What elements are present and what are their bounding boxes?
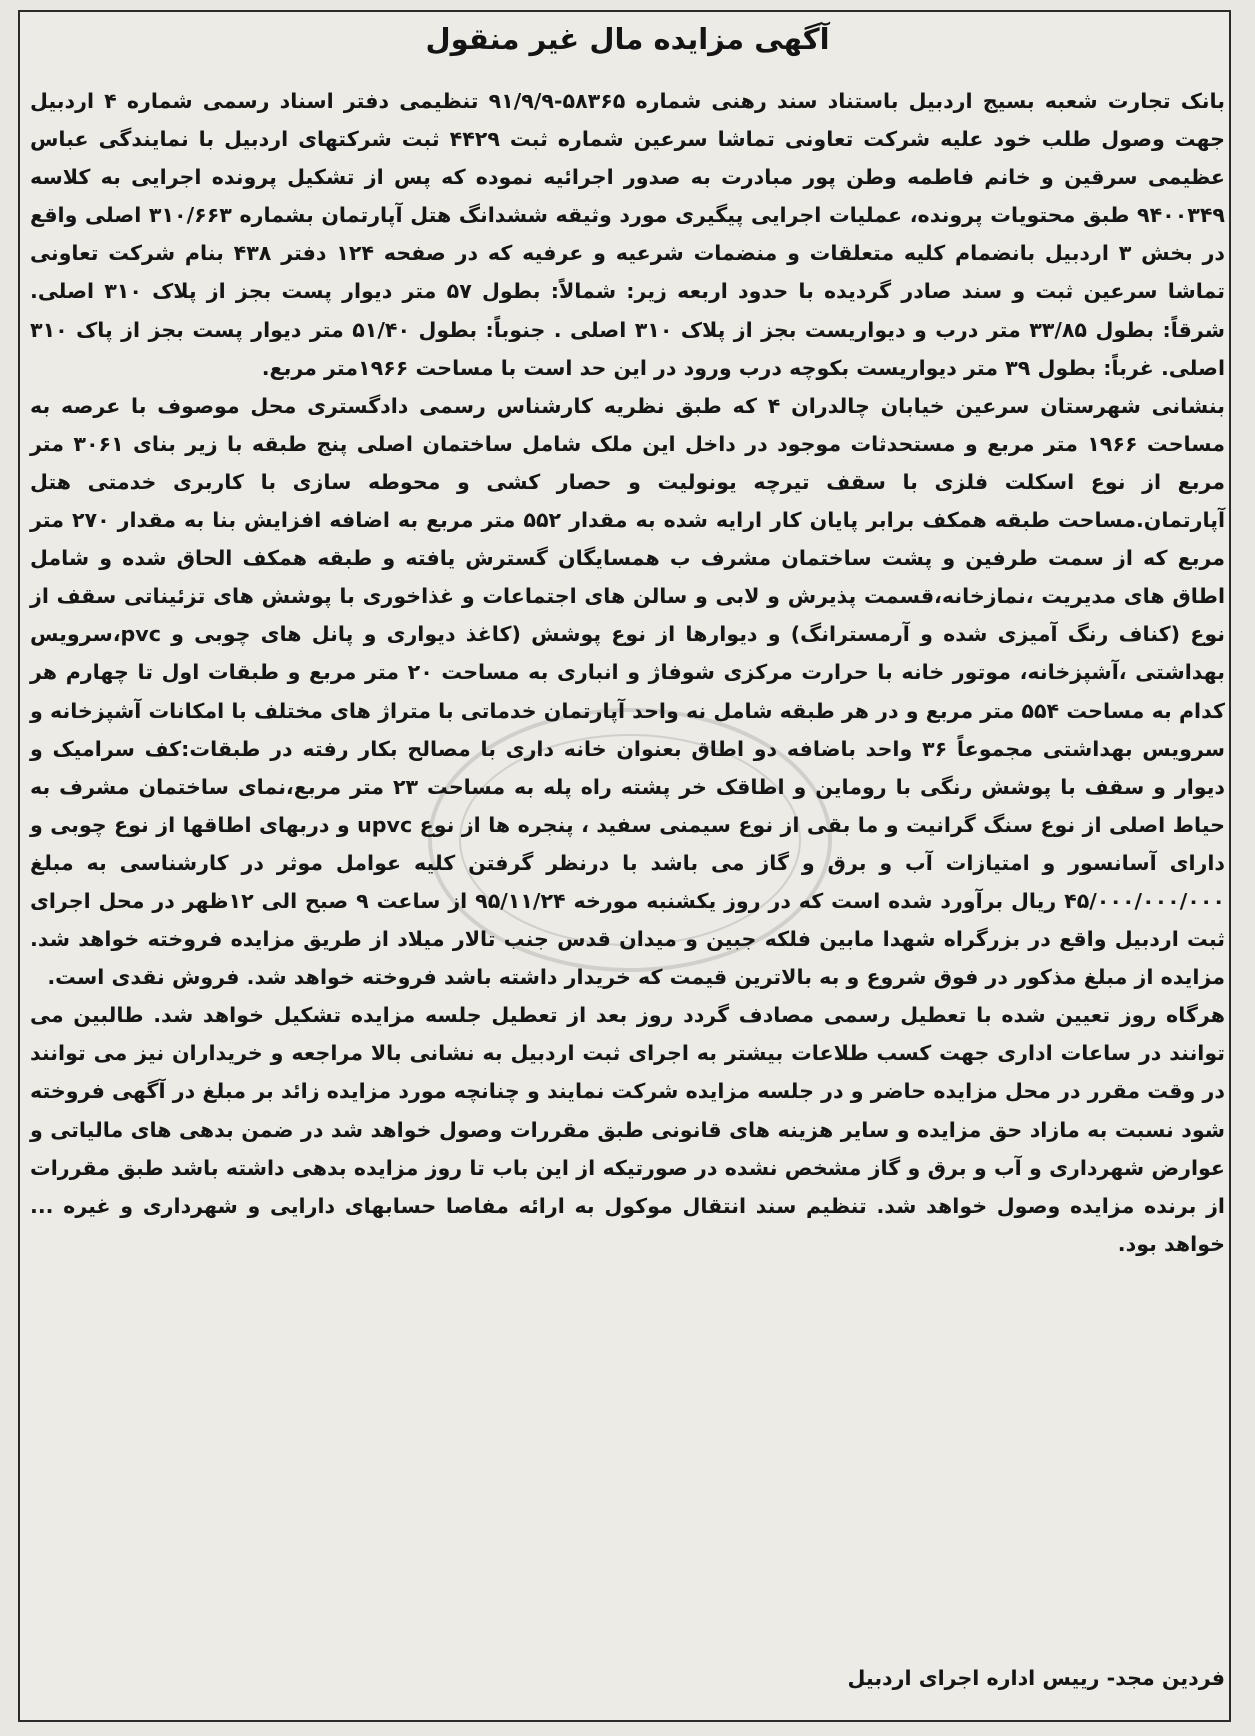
notice-title: آگهی مزایده مال غیر منقول	[425, 22, 830, 56]
notice-body	[30, 82, 1225, 1263]
notice-paragraph: بانک تجارت شعبه بسیج اردبیل باستناد سند رهنی شماره ۵۸۳۶۵-۹۱/۹/۹ تنظیمی دفتر اسناد رسمی شماره ۴ اردبیل جهت وصول طلب خود علیه شرکت تعاونی تماشا سرعین شماره ثبت ۴۴۲۹ ثبت شرکتهای اردبیل با نمایندگی عباس عظیمی سرقین و خانم فاطمه وطن پور مبادرت به صدور اجرائیه نموده که پس از تشکیل پرونده اجرایی به کلاسه ۹۴۰۰۳۴۹ طبق محتویات پرونده، عملیات اجرایی پیگیری مورد وثیقه ششدانگ هتل آپارتمان بشماره ۳۱۰/۶۶۳ اصلی واقع در بخش ۳ اردبیل بانضمام کلیه متعلقات و منضمات شرعیه و عرفیه که در صفحه ۱۲۴ دفتر ۴۳۸ بنام شرکت تعاونی تماشا سرعین ثبت و سند صادر گردیده با حدود اربعه زیر: شمالاً: بطول ۵۷ متر دیوار پست بجز از پلاک ۳۱۰ اصلی. شرقاً: بطول ۳۳/۸۵ متر درب و دیواریست بجز از پلاک ۳۱۰ اصلی . جنوباً: بطول ۵۱/۴۰ متر دیوار پست بجز از پاک ۳۱۰ اصلی. غرباً: بطول ۳۹ متر دیواریست بکوچه درب ورود در این حد است با مساحت ۱۹۶۶متر مربع.	[30, 89, 1226, 380]
notice-signature: فردین مجد- رییس اداره اجرای اردبیل	[847, 1666, 1225, 1690]
notice-paragraph: هرگاه روز تعیین شده با تعطیل رسمی مصادف گردد روز بعد از تعطیل جلسه مزایده تشکیل خواهد شد. طالبین می توانند در ساعات اداری جهت کسب طلاعات بیشتر به اجرای ثبت اردبیل به نشانی بالا مراجعه و خریداران نیز می توانند در وقت مقرر در محل مزایده حاضر و در جلسه مزایده شرکت نمایند و چنانچه مورد مزایده زائد بر مبلغ در آگهی فروخته شود نسبت به مازاد حق مزایده و سایر هزینه های قانونی طبق مقررات وصول خواهد شد در ضمن بدهی های مالیاتی و عوارض شهرداری و آب و برق و گاز مشخص نشده در صورتیکه از این باب تا روز مزایده بدهی داشته باشد طبق مقررات از برنده مزایده وصول خواهد شد. تنظیم سند انتقال موکول به ارائه مفاصا حسابهای دارایی و شهرداری و غیره ... خواهد بود.	[30, 1003, 1225, 1256]
notice-paragraph: بنشانی شهرستان سرعین خیابان چالدران ۴ که طبق نظریه کارشناس رسمی دادگستری محل موصوف با عرصه به مساحت ۱۹۶۶ متر مربع و مستحدثات موجود در داخل این ملک شامل ساختمان اصلی پنج طبقه با زیر بنای ۳۰۶۱ متر مربع از نوع اسکلت فلزی با سقف تیرچه یونولیت و حصار کشی و محوطه سازی با کاربری خدمتی هتل آپارتمان.مساحت طبقه همکف برابر پایان کار ارایه شده به مقدار ۵۵۲ متر مربع به اضافه افزایش بنا به مقدار ۲۷۰ متر مربع که از سمت طرفین و پشت ساختمان مشرف ب همسایگان گسترش یافته و طبقه همکف الحاق شده و شامل اطاق های مدیریت ،نمازخانه،قسمت پذیرش و لابی و سالن های اجتماعات و غذاخوری با پوشش های تزئیناتی سقف از نوع (کناف رنگ آمیزی شده و آرمسترانگ) و دیوارها از نوع پوشش (کاغذ دیواری و پانل های چوبی و pvc،سرویس بهداشتی ،آشپزخانه، موتور خانه با حرارت مرکزی شوفاژ و انباری به مساحت ۲۰ متر مربع و طبقات اول تا چهارم هر کدام به مساحت ۵۵۴ متر مربع و در هر طبقه شامل نه واحد آپارتمان خدماتی با متراژ های مختلف با امکانات آشپزخانه و سرویس بهداشتی مجموعاً ۳۶ واحد باضافه دو اطاق بعنوان خانه داری با مصالح بکار رفته در طبقات:کف سرامیک و دیوار و سقف با پوشش رنگی با روماین و اطاقک خر پشته راه پله به مساحت ۲۳ متر مربع،نمای ساختمان مشرف به حیاط اصلی از نوع سنگ گرانیت و ما بقی از نوع سیمنی سفید ، پنجره ها از نوع upvc و دربهای اطاقها از نوع چوبی و دارای آسانسور و امتیازات آب و برق و گاز می باشد با درنظر گرفتن کلیه عوامل موثر در کارشناسی به مبلغ ۴۵/۰۰۰/۰۰۰/۰۰۰ ریال برآورد شده است که در روز یکشنبه مورخه ۹۵/۱۱/۲۴ از ساعت ۹ صبح الی ۱۲ظهر در محل اجرای ثبت اردبیل واقع در بزرگراه شهدا مابین فلکه جبین و میدان قدس جنب تالار میلاد از طریق مزایده فروخته خواهد شد. مزایده از مبلغ مذکور در فوق شروع و به بالاترین قیمت که خریدار داشته باشد فروخته خواهد شد. فروش نقدی است.	[30, 393, 1226, 990]
